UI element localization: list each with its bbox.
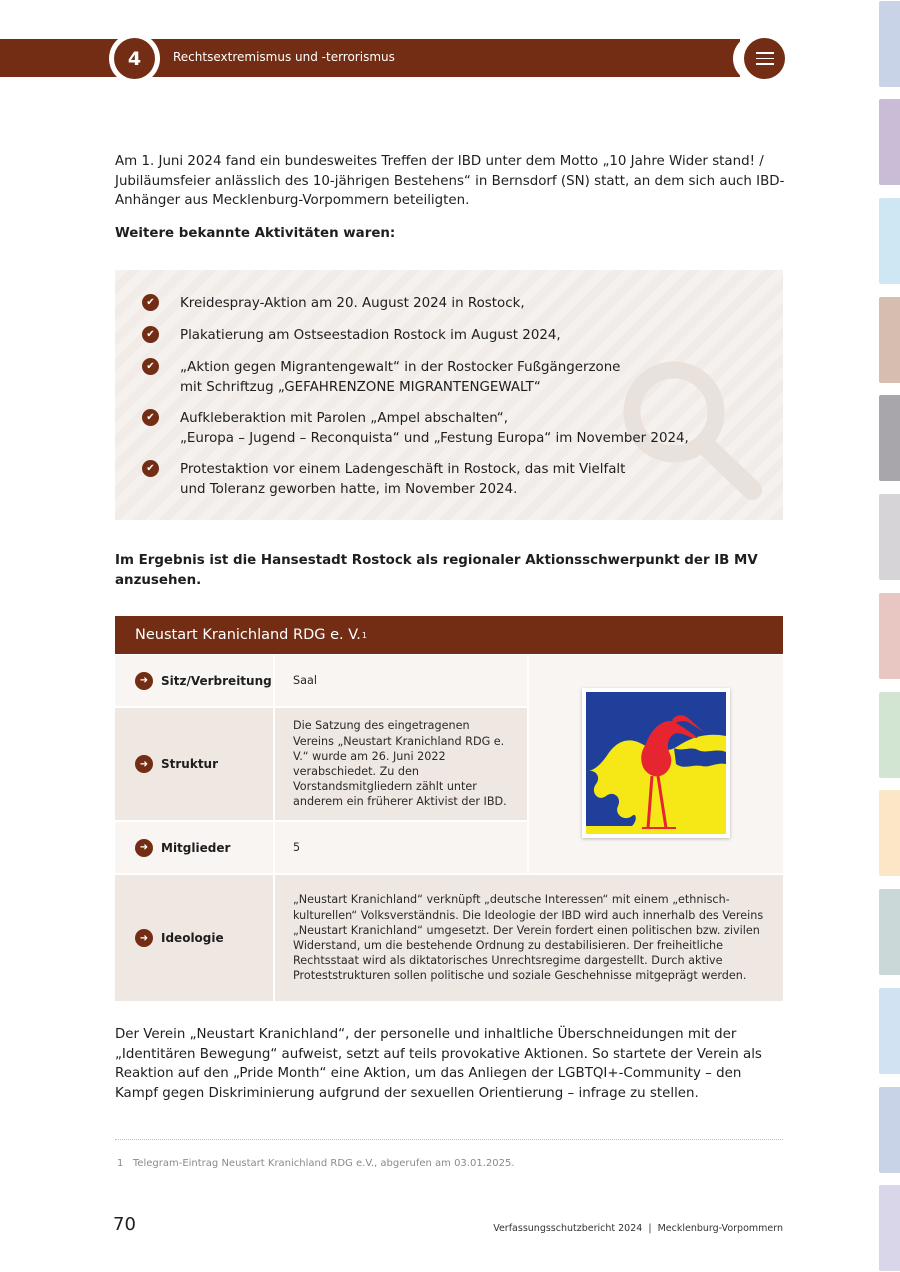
arrow-right-icon: ➜ xyxy=(135,755,153,773)
activity-text: „Aktion gegen Migrantengewalt“ in der Rostocker Fußgängerzone xyxy=(180,360,621,375)
side-tab-5[interactable] xyxy=(879,395,900,481)
side-tab-7[interactable] xyxy=(879,593,900,679)
row-label-text: Struktur xyxy=(161,757,219,771)
list-item xyxy=(142,460,762,499)
side-tab-6[interactable] xyxy=(879,494,900,580)
page-number: 70 xyxy=(113,1214,136,1235)
org-title-text: Neustart Kranichland RDG e. V. xyxy=(135,627,361,643)
activities-box xyxy=(115,270,783,520)
activity-text-line2: „Europa – Jugend – Reconquista“ und „Festung Europa“ im November 2024, xyxy=(180,430,689,446)
chapter-number: 4 xyxy=(114,38,155,79)
crane-logo xyxy=(582,688,730,838)
row-value-struktur: Die Satzung des eingetragenen Vereins „Neustart Kranichland RDG e. V.“ wurde am 26. Juni 2022 verabschiedet. Zu den Vorstandsmitgliedern zählt unter anderem ein früherer Aktivist der IBD. xyxy=(275,708,527,820)
list-item xyxy=(142,358,762,397)
row-label-text: Ideologie xyxy=(161,931,224,945)
publication-footer: Verfassungsschutzbericht 2024 | Mecklenburg-Vorpommern xyxy=(493,1223,783,1234)
row-label-ideologie xyxy=(115,875,273,1001)
row-label-text: Sitz/Verbreitung xyxy=(161,673,272,688)
checkmark-icon: ✔ xyxy=(142,358,159,375)
footnote: 1 Telegram-Eintrag Neustart Kranichland RDG e.V., abgerufen am 03.01.2025. xyxy=(117,1158,515,1169)
closing-paragraph: Der Verein „Neustart Kranichland“, der personelle und inhaltliche Überschneidungen mit der „Identitären Bewegung“ aufweist, setzt auf teils provokative Aktionen. So startete der Verein als Reaktion auf den „Pride Month“ eine Aktion, um das Anliegen der LGBTQI+-Community – den Kampf gegen Diskriminierung aufgrund der sexuellen Orientierung – infrage zu stellen. xyxy=(115,1027,762,1101)
side-tab-10[interactable] xyxy=(879,889,900,975)
side-tab-8[interactable] xyxy=(879,692,900,778)
list-item xyxy=(142,409,762,448)
row-value-ideologie: „Neustart Kranichland“ verknüpft „deutsche Interessen“ mit einem „ethnisch-kulturellen“ Volksverständnis. Die Ideologie der IBD wird auch innerhalb des Vereins „Neustart Kranichland“ umgesetzt. Der Verein fordert einen politischen bzw. zivilen Widerstand, um die bestehende Ordnung zu destabilisieren. Der freiheitliche Rechtsstaat wird als diktatorisches Unrechtsregime dargestellt. Durch aktive Proteststrukturen sollen politische und soziale Geschehnisse mitgeprägt werden. xyxy=(275,875,783,1001)
checkmark-icon: ✔ xyxy=(142,326,159,343)
row-value-mitglieder: 5 xyxy=(275,822,527,873)
activity-text: Kreidespray-Aktion am 20. August 2024 in Rostock, xyxy=(180,296,525,311)
list-item xyxy=(142,294,762,314)
row-label-sitz xyxy=(115,655,273,706)
checkmark-icon: ✔ xyxy=(142,294,159,311)
side-tab-4[interactable] xyxy=(879,297,900,383)
list-item xyxy=(142,326,762,346)
footnote-divider xyxy=(115,1139,783,1140)
arrow-right-icon: ➜ xyxy=(135,929,153,947)
chapter-badge xyxy=(109,33,160,84)
activity-text: Aufkleberaktion mit Parolen „Ampel abschalten“, xyxy=(180,411,508,426)
hamburger-menu-icon[interactable] xyxy=(744,38,785,79)
checkmark-icon: ✔ xyxy=(142,409,159,426)
activity-text-line2: mit Schriftzug „GEFAHRENZONE MIGRANTENGEWALT“ xyxy=(180,379,541,395)
activity-text: Plakatierung am Ostseestadion Rostock im August 2024, xyxy=(180,328,561,343)
arrow-right-icon: ➜ xyxy=(135,839,153,857)
side-navigation-tabs xyxy=(879,0,900,1272)
arrow-right-icon: ➜ xyxy=(135,672,153,690)
side-tab-3[interactable] xyxy=(879,198,900,284)
row-label-mitglieder xyxy=(115,822,273,873)
row-label-text: Mitglieder xyxy=(161,840,231,855)
side-tab-12[interactable] xyxy=(879,1087,900,1173)
side-tab-1[interactable] xyxy=(879,1,900,87)
activity-text: Protestaktion vor einem Ladengeschäft in Rostock, das mit Vielfalt xyxy=(180,462,626,477)
checkmark-icon: ✔ xyxy=(142,460,159,477)
chapter-title: Rechtsextremismus und -terrorismus xyxy=(173,50,395,64)
row-value-sitz: Saal xyxy=(275,655,527,706)
intro-paragraph: Am 1. Juni 2024 fand ein bundesweites Treffen der IBD unter dem Motto „10 Jahre Wider stand! / Jubiläumsfeier anlässlich des 10-jährigen Bestehens“ in Bernsdorf (SN) statt, an dem sich auch IBD-Anhänger aus Mecklenburg-Vorpommern beteiligten. xyxy=(115,154,785,208)
conclusion-text: Im Ergebnis ist die Hansestadt Rostock als regionaler Aktionsschwerpunkt der IB MV anzusehen. xyxy=(115,553,758,588)
menu-button[interactable] xyxy=(733,33,789,84)
side-tab-9[interactable] xyxy=(879,790,900,876)
side-tab-2[interactable] xyxy=(879,99,900,185)
row-label-struktur xyxy=(115,708,273,820)
logo-cell xyxy=(529,655,783,873)
side-tab-13[interactable] xyxy=(879,1185,900,1271)
side-tab-11[interactable] xyxy=(879,988,900,1074)
activity-text-line2: und Toleranz geworben hatte, im November 2024. xyxy=(180,481,518,497)
org-table-title xyxy=(115,616,783,654)
activities-heading: Weitere bekannte Aktivitäten waren: xyxy=(115,226,396,241)
footnote-reference[interactable]: 1 xyxy=(361,630,367,640)
